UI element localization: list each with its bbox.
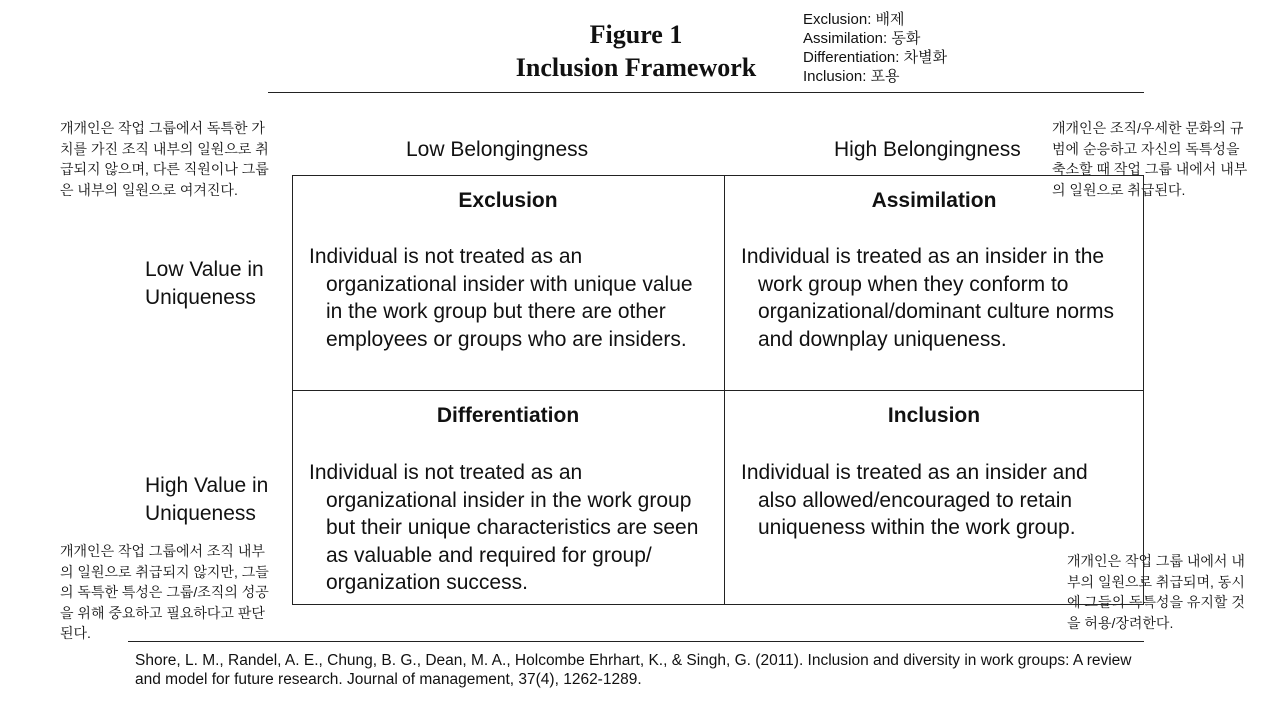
cell-body-inclusion: Individual is treated as an insider and also allowed/encouraged to retain uniqueness within the work group. xyxy=(741,461,1088,539)
cell-title-differentiation: Differentiation xyxy=(436,404,580,427)
column-heading-high-belongingness: High Belongingness xyxy=(834,138,1021,161)
citation: Shore, L. M., Randel, A. E., Chung, B. G., Dean, M. A., Holcombe Ehrhart, K., & Singh, G. (2011). Inclusion and diversity in work groups: A review and model for future research. Journal of management, 37(4), 1262-1289. xyxy=(135,652,1132,688)
note-inclusion: 개개인은 작업 그룹 내에서 내부의 일원으로 취급되며, 동시에 그들의 독특성을 유지할 것을 허용/장려한다. xyxy=(1067,553,1245,631)
translation-legend xyxy=(803,10,947,86)
cell-body-assimilation: Individual is treated as an insider in the work group when they conform to organizational/dominant culture norms and downplay uniqueness. xyxy=(741,245,1115,351)
cell-title-inclusion: Inclusion xyxy=(887,404,981,427)
cell-title-exclusion: Exclusion xyxy=(458,189,558,212)
figure-title xyxy=(440,18,832,84)
cell-body-differentiation: Individual is not treated as an organizational insider in the work group but their unique characteristics are seen as valuable and required for group/ organization success. xyxy=(309,461,699,594)
note-assimilation: 개개인은 조직/우세한 문화의 규범에 순응하고 자신의 독특성을 축소할 때 작업 그룹 내에서 내부의 일원으로 취급된다. xyxy=(1052,120,1248,198)
column-heading-low-belongingness: Low Belongingness xyxy=(406,138,589,161)
note-differentiation: 개개인은 작업 그룹에서 조직 내부의 일원으로 취급되지 않지만, 그들의 독특한 특성은 그룹/조직의 성공을 위해 중요하고 필요하다고 판단된다. xyxy=(60,543,269,641)
legend-item: Inclusion: 포용 xyxy=(803,68,900,85)
cell-body-exclusion: Individual is not treated as an organizational insider with unique value in the work group but there are other employees or groups who are insiders. xyxy=(309,245,693,351)
row-heading-low-value-uniqueness: Low Value in Uniqueness xyxy=(145,258,264,309)
header-divider xyxy=(268,92,1144,93)
legend-item: Exclusion: 배제 xyxy=(803,11,905,28)
grid-horizontal-divider xyxy=(292,390,1144,391)
note-exclusion: 개개인은 작업 그룹에서 독특한 가치를 가진 조직 내부의 일원으로 취급되지 않으며, 다른 직원이나 그룹은 내부의 일원으로 여겨진다. xyxy=(60,120,269,198)
legend-item: Assimilation: 동화 xyxy=(803,30,921,47)
figure-subtitle: Inclusion Framework xyxy=(515,53,757,82)
cell-title-assimilation: Assimilation xyxy=(871,189,997,212)
footer-divider xyxy=(128,641,1144,642)
row-heading-high-value-uniqueness: High Value in Uniqueness xyxy=(145,474,269,525)
figure-number: Figure 1 xyxy=(589,20,683,49)
legend-item: Differentiation: 차별화 xyxy=(803,49,948,66)
